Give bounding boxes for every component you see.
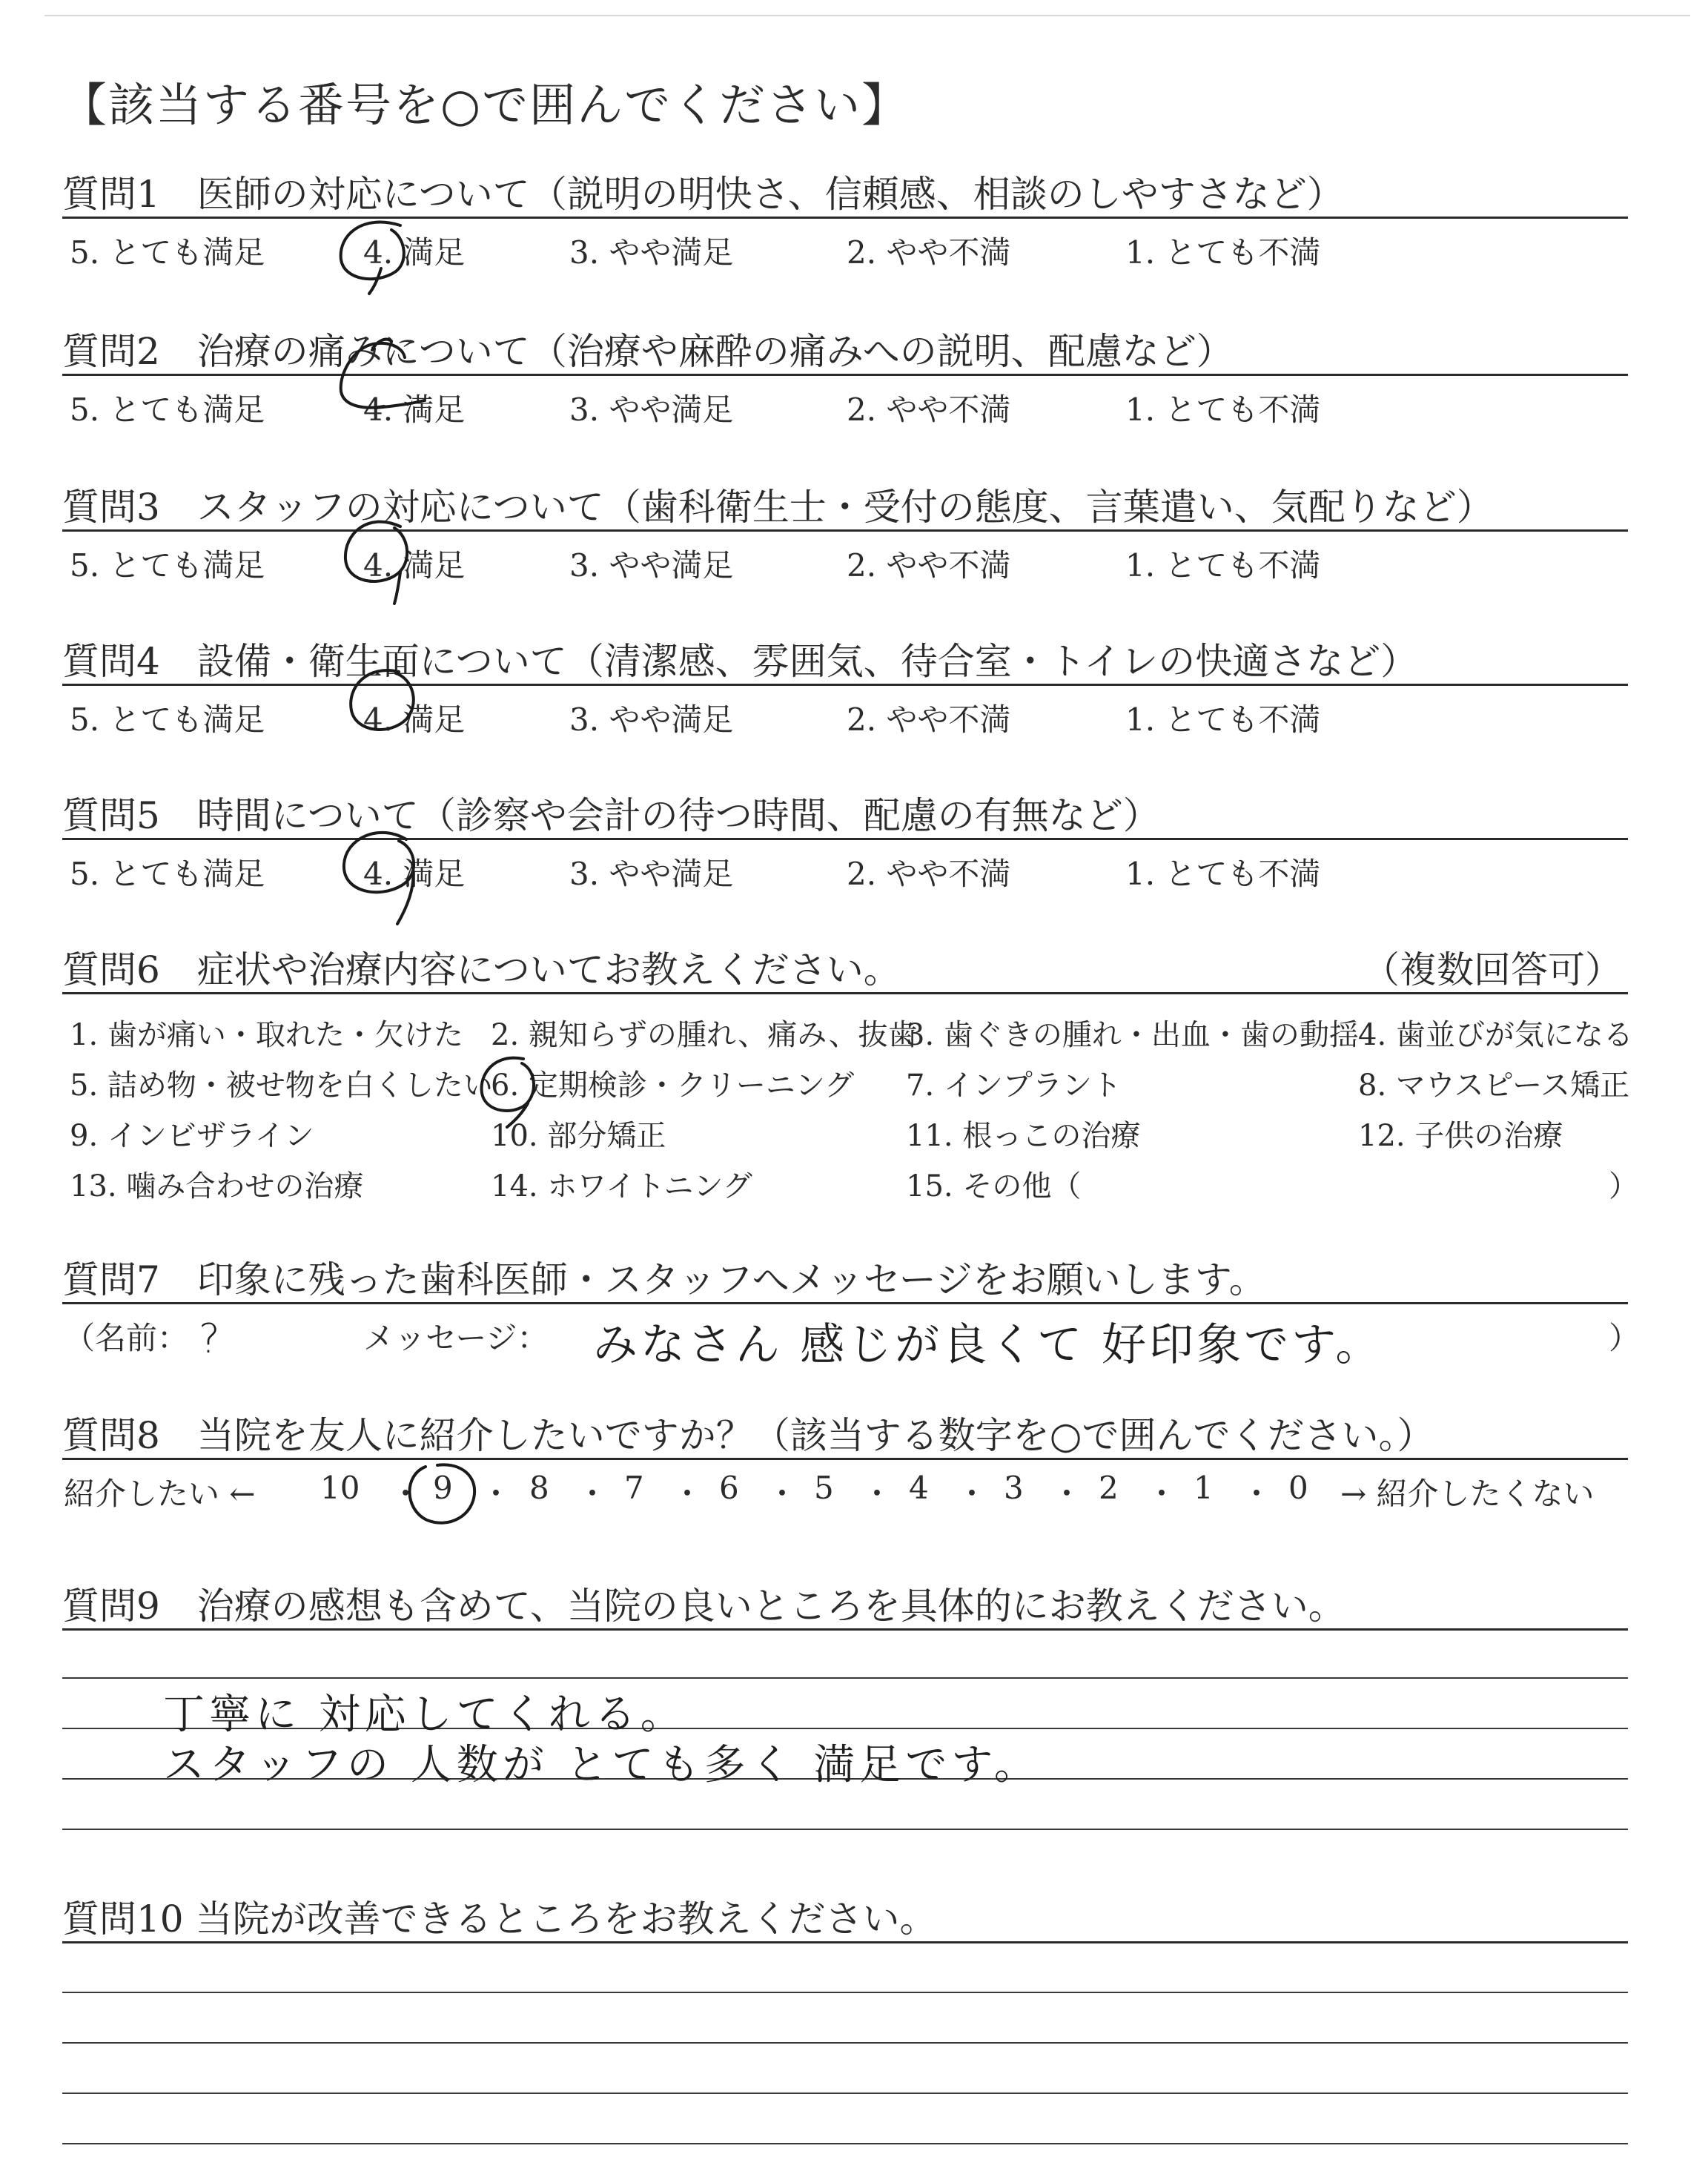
- question-title: 質問1 医師の対応について（説明の明快さ、信頼感、相談のしやすさなど）: [62, 173, 1344, 216]
- question-underline: [62, 374, 1628, 376]
- symptom-option-11[interactable]: 11. 根っこの治療: [906, 1119, 1141, 1153]
- question-underline: [62, 1302, 1628, 1304]
- question-title: 質問9 治療の感想も含めて、当院の良いところを具体的にお教えください。: [62, 1585, 1345, 1628]
- symptom-option-5[interactable]: 5. 詰め物・被せ物を白くしたい: [70, 1069, 493, 1103]
- selection-circle-mark: [342, 661, 431, 750]
- question-underline: [62, 529, 1628, 532]
- page-top-rule: [44, 15, 1690, 16]
- answer-handwritten-line[interactable]: スタッフの 人数が とても多く 満足です。: [163, 1741, 1040, 1789]
- scale-value-1[interactable]: 1: [1194, 1470, 1214, 1506]
- recommend-right-label: → 紹介したくない: [1340, 1476, 1595, 1512]
- question-title: 質問8 当院を友人に紹介したいですか？（該当する数字を○で囲んでください。）: [62, 1414, 1434, 1457]
- recommend-left-label: 紹介したい ←: [64, 1476, 256, 1512]
- symptom-option-9[interactable]: 9. インビザライン: [70, 1119, 314, 1153]
- question-title: 質問5 時間について（診察や会計の待つ時間、配慮の有無など）: [62, 794, 1160, 837]
- symptom-option-10[interactable]: 10. 部分矯正: [491, 1119, 666, 1153]
- scale-value-5[interactable]: 5: [814, 1470, 834, 1506]
- question-underline: [62, 217, 1628, 219]
- answer-rule: [62, 2143, 1628, 2144]
- rating-option-2[interactable]: 2. やや不満: [847, 392, 1011, 428]
- answer-rule: [62, 1992, 1628, 1993]
- scale-separator: ・: [1241, 1476, 1273, 1512]
- question-underline: [62, 1458, 1628, 1460]
- symptom-option-8[interactable]: 8. マウスピース矯正: [1358, 1069, 1630, 1103]
- symptom-option-2[interactable]: 2. 親知らずの腫れ、痛み、抜歯: [491, 1018, 918, 1052]
- rating-option-2[interactable]: 2. やや不満: [847, 856, 1011, 892]
- symptom-option-1[interactable]: 1. 歯が痛い・取れた・欠けた: [70, 1018, 463, 1052]
- symptom-option-14[interactable]: 14. ホワイトニング: [491, 1169, 752, 1203]
- answer-rule: [62, 2093, 1628, 2094]
- symptom-option-15-other[interactable]: 15. その他（: [906, 1169, 1082, 1203]
- question-title: 質問2 治療の痛みについて（治療や麻酔の痛みへの説明、配慮など）: [62, 330, 1234, 373]
- message-label: メッセージ：: [363, 1320, 549, 1356]
- rating-option-3[interactable]: 3. やや満足: [569, 701, 734, 738]
- rating-option-3[interactable]: 3. やや満足: [569, 856, 734, 892]
- selection-circle-mark: [400, 1458, 489, 1532]
- answer-handwritten-line[interactable]: 丁寧に 対応してくれる。: [163, 1691, 686, 1739]
- scale-separator: ・: [1146, 1476, 1178, 1512]
- scale-separator: ・: [577, 1476, 609, 1512]
- question-title: 質問10 当院が改善できるところをお教えください。: [62, 1898, 937, 1941]
- rating-option-1[interactable]: 1. とても不満: [1125, 701, 1321, 738]
- scale-value-7[interactable]: 7: [624, 1470, 644, 1506]
- symptom-option-3[interactable]: 3. 歯ぐきの腫れ・出血・歯の動揺: [906, 1018, 1359, 1052]
- scale-separator: ・: [390, 1476, 422, 1512]
- rating-option-4[interactable]: 4. 満足: [363, 856, 466, 892]
- rating-option-3[interactable]: 3. やや満足: [569, 547, 734, 584]
- rating-option-3[interactable]: 3. やや満足: [569, 392, 734, 428]
- multiple-answer-note: （複数回答可）: [1363, 948, 1622, 991]
- selection-circle-mark: [335, 819, 439, 930]
- rating-option-1[interactable]: 1. とても不満: [1125, 856, 1321, 892]
- selection-circle-mark: [331, 335, 434, 417]
- scale-value-9[interactable]: 9: [433, 1470, 453, 1506]
- selection-circle-mark: [474, 1051, 556, 1133]
- scale-separator: ・: [861, 1476, 893, 1512]
- question-title: 質問6 症状や治療内容についてお教えください。: [62, 948, 901, 991]
- symptom-option-7[interactable]: 7. インプラント: [906, 1069, 1122, 1103]
- question-underline: [62, 1941, 1628, 1943]
- scale-separator: ・: [672, 1476, 704, 1512]
- rating-option-5[interactable]: 5. とても満足: [70, 392, 265, 428]
- name-label: （名前：: [64, 1320, 189, 1356]
- answer-rule: [62, 2042, 1628, 2044]
- rating-option-2[interactable]: 2. やや不満: [847, 701, 1011, 738]
- scale-separator: ・: [480, 1476, 512, 1512]
- question-title: 質問3 スタッフの対応について（歯科衛生士・受付の態度、言葉遣い、気配りなど）: [62, 486, 1494, 529]
- scale-value-6[interactable]: 6: [719, 1470, 739, 1506]
- selection-circle-mark: [338, 512, 427, 608]
- scale-value-4[interactable]: 4: [909, 1470, 929, 1506]
- symptom-option-6[interactable]: 6. 定期検診・クリーニング: [491, 1069, 855, 1103]
- question-underline: [62, 684, 1628, 686]
- rating-option-4[interactable]: 4. 満足: [363, 547, 466, 584]
- message-handwritten-value[interactable]: みなさん 感じが良くて 好印象です。: [593, 1319, 1383, 1371]
- rating-option-5[interactable]: 5. とても満足: [70, 547, 265, 584]
- other-close-paren: ）: [1609, 1169, 1638, 1203]
- rating-option-1[interactable]: 1. とても不満: [1125, 234, 1321, 271]
- question-title: 質問4 設備・衛生面について（清潔感、雰囲気、待合室・トイレの快適さなど）: [62, 640, 1418, 683]
- symptom-option-12[interactable]: 12. 子供の治療: [1358, 1119, 1563, 1153]
- rating-option-5[interactable]: 5. とても満足: [70, 234, 265, 271]
- form-instruction-title: 【該当する番号を○で囲んでください】: [61, 78, 910, 132]
- message-close-paren: ）: [1609, 1320, 1641, 1356]
- name-handwritten-value[interactable]: ?: [199, 1315, 220, 1362]
- scale-value-0[interactable]: 0: [1288, 1470, 1308, 1506]
- symptom-option-13[interactable]: 13. 噛み合わせの治療: [70, 1169, 364, 1203]
- rating-option-4[interactable]: 4. 満足: [363, 234, 466, 271]
- rating-option-3[interactable]: 3. やや満足: [569, 234, 734, 271]
- rating-option-4[interactable]: 4. 満足: [363, 392, 466, 428]
- rating-option-5[interactable]: 5. とても満足: [70, 856, 265, 892]
- question-underline: [62, 838, 1628, 840]
- scale-value-3[interactable]: 3: [1004, 1470, 1024, 1506]
- scale-value-10[interactable]: 10: [320, 1470, 360, 1506]
- symptom-option-4[interactable]: 4. 歯並びが気になる: [1358, 1018, 1633, 1052]
- question-title: 質問7 印象に残った歯科医師・スタッフへメッセージをお願いします。: [62, 1258, 1266, 1301]
- rating-option-1[interactable]: 1. とても不満: [1125, 547, 1321, 584]
- answer-rule: [62, 1677, 1628, 1679]
- selection-circle-mark: [332, 217, 421, 298]
- answer-rule: [62, 1829, 1628, 1830]
- rating-option-2[interactable]: 2. やや不満: [847, 234, 1011, 271]
- scale-value-2[interactable]: 2: [1099, 1470, 1119, 1506]
- scale-separator: ・: [1051, 1476, 1083, 1512]
- rating-option-5[interactable]: 5. とても満足: [70, 701, 265, 738]
- question-underline: [62, 1628, 1628, 1631]
- scale-separator: ・: [956, 1476, 988, 1512]
- rating-option-2[interactable]: 2. やや不満: [847, 547, 1011, 584]
- question-underline: [62, 992, 1628, 994]
- scale-value-8[interactable]: 8: [529, 1470, 549, 1506]
- scale-separator: ・: [767, 1476, 798, 1512]
- rating-option-4[interactable]: 4. 満足: [363, 701, 466, 738]
- rating-option-1[interactable]: 1. とても不満: [1125, 392, 1321, 428]
